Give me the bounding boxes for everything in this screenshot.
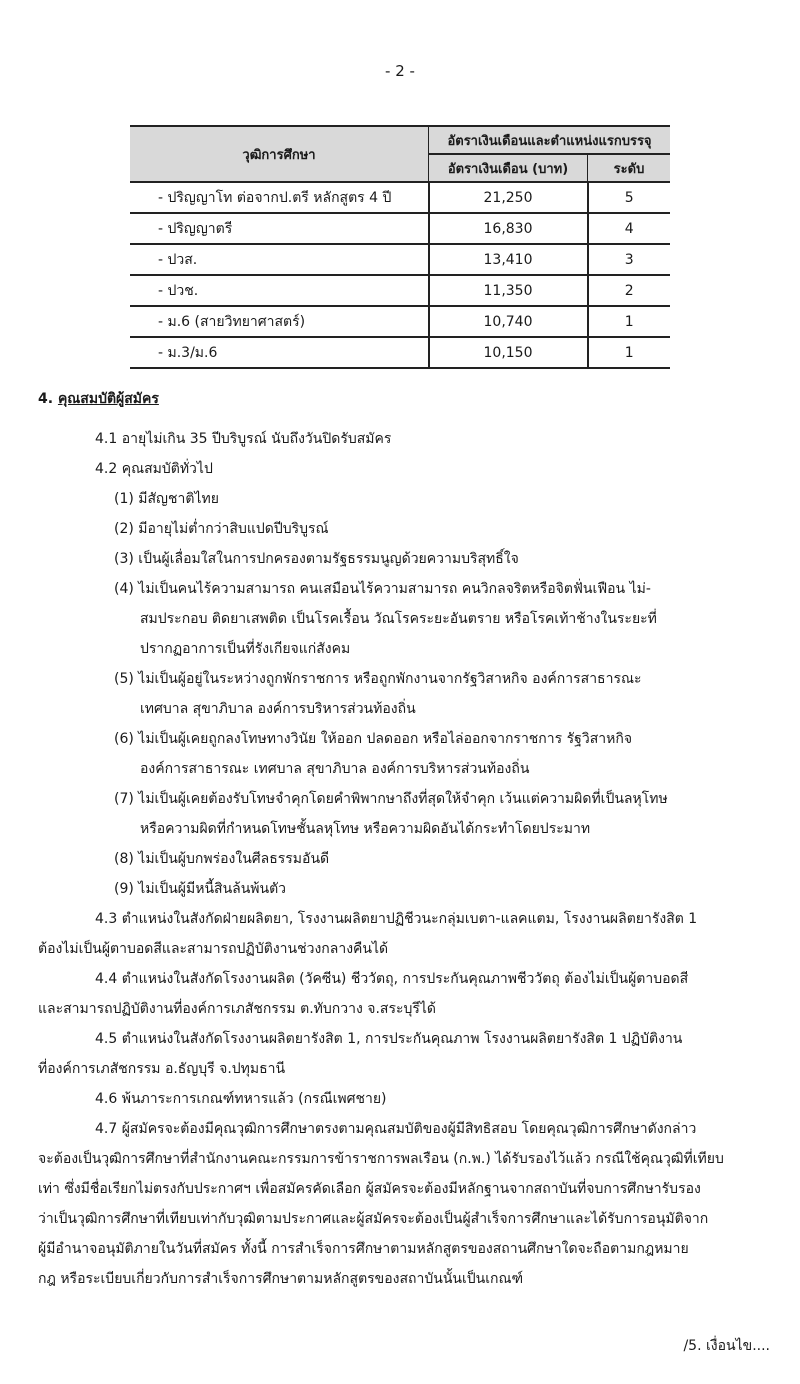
item-4-7-cont: เท่า ซึ่งมีชื่อเรียกไม่ตรงกับประกาศฯ เพื่อสมัครคัดเลือก ผู้สมัครจะต้องมีหลักฐานจากสถาบันที่จบการศึกษารับรอง bbox=[38, 1181, 701, 1197]
cell-level: 4 bbox=[588, 213, 671, 244]
header-salary-group: อัตราเงินเดือนและตำแหน่งแรกบรรจุ bbox=[429, 126, 671, 154]
sub-item-1: (1) มีสัญชาติไทย bbox=[114, 491, 219, 507]
sub-item-3: (3) เป็นผู้เลื่อมใสในการปกครองตามรัฐธรรมนูญด้วยความบริสุทธิ์ใจ bbox=[114, 551, 519, 567]
header-salary: อัตราเงินเดือน (บาท) bbox=[429, 154, 588, 182]
sub-item-4-cont: ปรากฏอาการเป็นที่รังเกียจแก่สังคม bbox=[140, 641, 351, 657]
sub-item-9: (9) ไม่เป็นผู้มีหนี้สินล้นพ้นตัว bbox=[114, 881, 287, 897]
cell-education: - ม.6 (สายวิทยาศาสตร์) bbox=[130, 306, 429, 337]
sub-item-4: (4) ไม่เป็นคนไร้ความสามารถ คนเสมือนไร้ความสามารถ คนวิกลจริตหรือจิตฟั่นเฟือน ไม่- bbox=[114, 581, 651, 597]
item-4-6: 4.6 พ้นภาระการเกณฑ์ทหารแล้ว (กรณีเพศชาย) bbox=[95, 1091, 387, 1107]
sub-item-7: (7) ไม่เป็นผู้เคยต้องรับโทษจำคุกโดยคำพิพากษาถึงที่สุดให้จำคุก เว้นแต่ความผิดที่เป็นลหุโทษ bbox=[114, 791, 668, 807]
cell-level: 2 bbox=[588, 275, 671, 306]
section-heading bbox=[38, 388, 159, 410]
table-row bbox=[130, 213, 670, 244]
cell-education: - ปวช. bbox=[130, 275, 429, 306]
cell-education: - ปวส. bbox=[130, 244, 429, 275]
cell-level: 1 bbox=[588, 337, 671, 368]
item-4-7-cont: ว่าเป็นวุฒิการศึกษาที่เทียบเท่ากับวุฒิตามประกาศและผู้สมัครจะต้องเป็นผู้สำเร็จการศึกษาและได้รับการอนุมัติจาก bbox=[38, 1211, 709, 1227]
item-4-5-cont: ที่องค์การเภสัชกรรม อ.ธัญบุรี จ.ปทุมธานี bbox=[38, 1061, 286, 1077]
header-education: วุฒิการศึกษา bbox=[130, 126, 429, 182]
sub-item-2: (2) มีอายุไม่ต่ำกว่าสิบแปดปีบริบูรณ์ bbox=[114, 521, 329, 537]
section-number: 4. bbox=[38, 391, 54, 407]
cell-education: - ปริญญาตรี bbox=[130, 213, 429, 244]
salary-table bbox=[130, 125, 670, 369]
cell-education: - ปริญญาโท ต่อจากป.ตรี หลักสูตร 4 ปี bbox=[130, 182, 429, 213]
sub-item-8: (8) ไม่เป็นผู้บกพร่องในศีลธรรมอันดี bbox=[114, 851, 330, 867]
sub-item-5: (5) ไม่เป็นผู้อยู่ในระหว่างถูกพักราชการ หรือถูกพักงานจากรัฐวิสาหกิจ องค์การสาธารณะ bbox=[114, 671, 642, 687]
sub-item-4-cont: สมประกอบ ติดยาเสพติด เป็นโรคเรื้อน วัณโรคระยะอันตราย หรือโรคเท้าช้างในระยะที่ bbox=[140, 611, 657, 627]
item-4-4-cont: และสามารถปฏิบัติงานที่องค์การเภสัชกรรม ต.ทับกวาง จ.สระบุรีได้ bbox=[38, 1001, 437, 1017]
item-4-3: 4.3 ตำแหน่งในสังกัดฝ่ายผลิตยา, โรงงานผลิตยาปฏิชีวนะกลุ่มเบตา-แลคแตม, โรงงานผลิตยารังสิต 1 bbox=[95, 911, 698, 927]
sub-item-6: (6) ไม่เป็นผู้เคยถูกลงโทษทางวินัย ให้ออก ปลดออก หรือไล่ออกจากราชการ รัฐวิสาหกิจ bbox=[114, 731, 633, 747]
item-4-5: 4.5 ตำแหน่งในสังกัดโรงงานผลิตยารังสิต 1, การประกันคุณภาพ โรงงานผลิตยารังสิต 1 ปฏิบัติงาน bbox=[95, 1031, 683, 1047]
cell-level: 3 bbox=[588, 244, 671, 275]
table-row bbox=[130, 275, 670, 306]
sub-item-6-cont: องค์การสาธารณะ เทศบาล สุขาภิบาล องค์การบริหารส่วนท้องถิ่น bbox=[140, 761, 530, 777]
item-4-7-cont: ผู้มีอำนาจอนุมัติภายในวันที่สมัคร ทั้งนี้ การสำเร็จการศึกษาตามหลักสูตรของสถานศึกษาใดจะถือตามกฎหมาย bbox=[38, 1241, 689, 1257]
cell-salary: 16,830 bbox=[429, 213, 588, 244]
cell-salary: 13,410 bbox=[429, 244, 588, 275]
cell-salary: 10,150 bbox=[429, 337, 588, 368]
table-row bbox=[130, 306, 670, 337]
section-title: คุณสมบัติผู้สมัคร bbox=[57, 391, 159, 407]
table-row bbox=[130, 182, 670, 213]
item-4-7-cont: จะต้องเป็นวุฒิการศึกษาที่สำนักงานคณะกรรมการข้าราชการพลเรือน (ก.พ.) ได้รับรองไว้แล้ว กรณีใช้คุณวุฒิที่เทียบ bbox=[38, 1151, 724, 1167]
sub-item-5-cont: เทศบาล สุขาภิบาล องค์การบริหารส่วนท้องถิ่น bbox=[140, 701, 416, 717]
item-4-4: 4.4 ตำแหน่งในสังกัดโรงงานผลิต (วัคซีน) ชีววัตถุ, การประกันคุณภาพชีววัตถุ ต้องไม่เป็นผู้ตาบอดสี bbox=[95, 971, 689, 987]
cell-level: 1 bbox=[588, 306, 671, 337]
item-4-3-cont: ต้องไม่เป็นผู้ตาบอดสีและสามารถปฏิบัติงานช่วงกลางคืนได้ bbox=[38, 941, 389, 957]
cell-salary: 21,250 bbox=[429, 182, 588, 213]
cell-salary: 11,350 bbox=[429, 275, 588, 306]
item-4-7: 4.7 ผู้สมัครจะต้องมีคุณวุฒิการศึกษาตรงตามคุณสมบัติของผู้มีสิทธิสอบ โดยคุณวุฒิการศึกษาดังกล่าว bbox=[95, 1121, 697, 1137]
item-4-1: 4.1 อายุไม่เกิน 35 ปีบริบูรณ์ นับถึงวันปิดรับสมัคร bbox=[95, 431, 392, 447]
cell-education: - ม.3/ม.6 bbox=[130, 337, 429, 368]
sub-item-7-cont: หรือความผิดที่กำหนดโทษชั้นลหุโทษ หรือความผิดอันได้กระทำโดยประมาท bbox=[140, 821, 591, 837]
continuation-marker: /5. เงื่อนไข.... bbox=[683, 1338, 770, 1354]
page-number: - 2 - bbox=[385, 62, 415, 80]
item-4-2: 4.2 คุณสมบัติทั่วไป bbox=[95, 461, 213, 477]
header-level: ระดับ bbox=[588, 154, 671, 182]
cell-salary: 10,740 bbox=[429, 306, 588, 337]
item-4-7-cont: กฎ หรือระเบียบเกี่ยวกับการสำเร็จการศึกษาตามหลักสูตรของสถาบันนั้นเป็นเกณฑ์ bbox=[38, 1271, 524, 1287]
cell-level: 5 bbox=[588, 182, 671, 213]
table-row bbox=[130, 337, 670, 368]
table-row bbox=[130, 244, 670, 275]
